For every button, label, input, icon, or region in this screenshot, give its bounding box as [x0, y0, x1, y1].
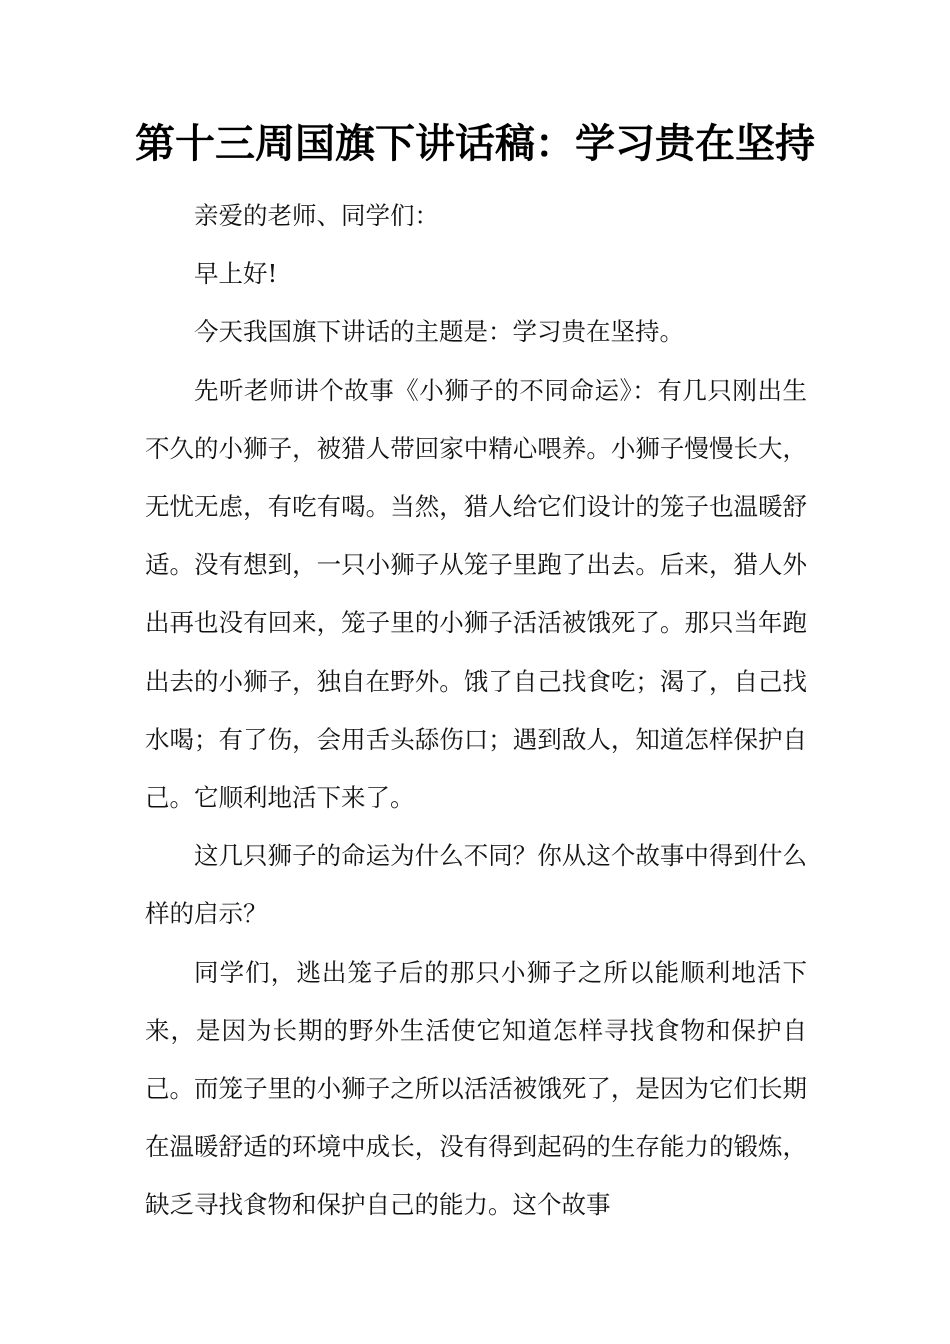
- paragraph-topic: 今天我国旗下讲话的主题是：学习贵在坚持。: [194, 317, 684, 347]
- document-title: 第十三周国旗下讲话稿：学习贵在坚持: [135, 120, 815, 167]
- paragraph-story: 先听老师讲个故事《小狮子的不同命运》：有几只刚出生不久的小狮子，被猎人带回家中精心喂养。小狮子慢慢长大，无忧无虑，有吃有喝。当然，猎人给它们设计的笼子也温暖舒适。没有想到，一只小狮子从笼子里跑了出去。后来，猎人外出再也没有回来，笼子里的小狮子活活被饿死了。那只当年跑出去的小狮子，独自在野外。饿了自己找食吃；渴了，自己找水喝；有了伤，会用舌头舔伤口；遇到敌人，知道怎样保护自己。它顺利地活下来了。: [145, 375, 807, 813]
- document-body: [145, 187, 807, 1235]
- paragraph-question: 这几只狮子的命运为什么不同？你从这个故事中得到什么样的启示？: [145, 841, 807, 929]
- paragraph-salutation: 亲爱的老师、同学们：: [194, 201, 439, 230]
- paragraph-explanation: 同学们，逃出笼子后的那只小狮子之所以能顺利地活下来，是因为长期的野外生活使它知道怎样寻找食物和保护自己。而笼子里的小狮子之所以活活被饿死了，是因为它们长期在温暖舒适的环境中成长，没有得到起码的生存能力的锻炼，缺乏寻找食物和保护自己的能力。这个故事: [145, 957, 807, 1220]
- paragraph-greeting: 早上好!: [194, 259, 278, 289]
